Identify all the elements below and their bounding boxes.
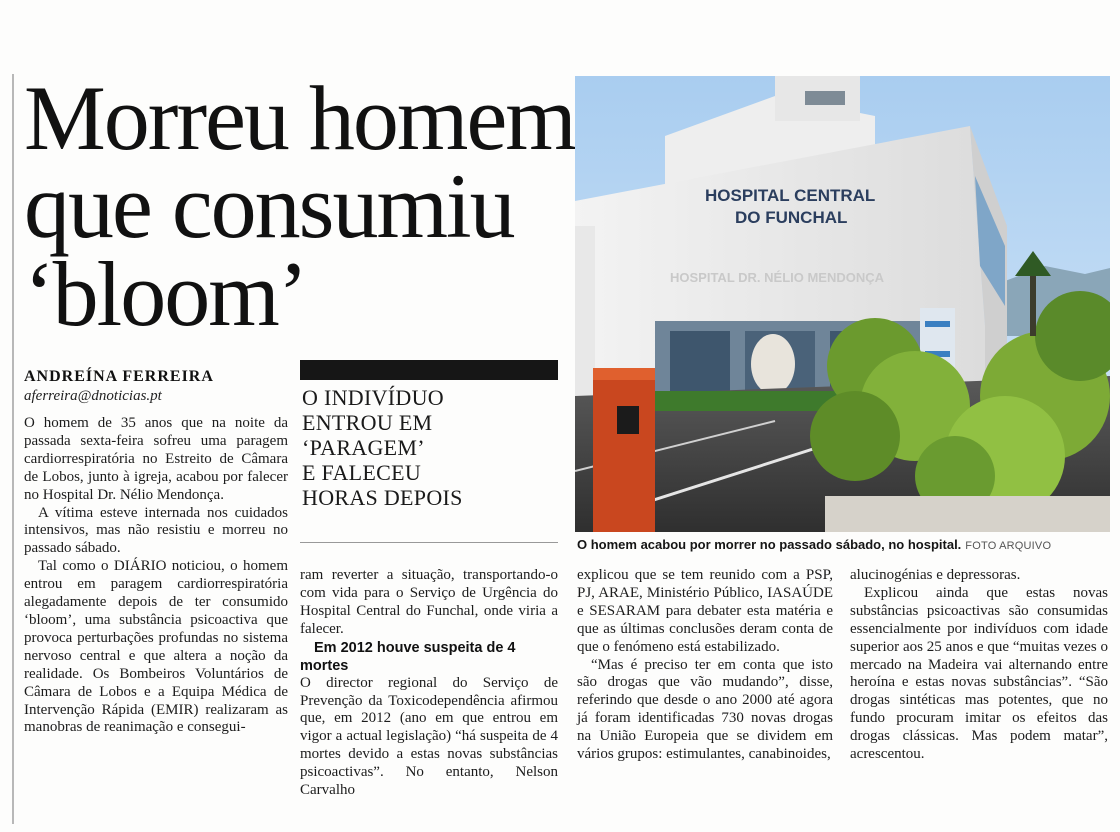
- paragraph: explicou que se tem reunido com a PSP, PJ, ARAE, Ministério Público, IASAÚDE e SESARAM para debater esta matéria e que as últimas conclusões deram conta de que o fenómeno está estabilizado.: [577, 567, 833, 655]
- headline-line-1: Morreu homem: [24, 67, 575, 169]
- author-name: ANDREÍNA FERREIRA: [24, 368, 214, 385]
- paragraph: ram reverter a situação, transportando-o com vida para o Serviço de Urgência do Hospital Central do Funchal, onde viria a falecer.: [300, 567, 558, 637]
- caption-text: O homem acabou por morrer no passado sábado, no hospital.: [577, 537, 962, 552]
- headline-line-3: ‘bloom’: [24, 243, 307, 345]
- pull-quote-line: HORAS DEPOIS: [302, 485, 463, 510]
- pull-quote-bar: [300, 360, 558, 380]
- pull-quote-line: ‘PARAGEM’: [302, 435, 425, 460]
- paragraph: O director regional do Serviço de Prevenção da Toxicodependência afirmou que, em 2012 (ano em que entrou em vigor a actual legislação) “há suspeita de 4 mortes devido a estas novas substâncias psicoactivas”. No entanto, Nelson Carvalho: [300, 674, 558, 799]
- paragraph: alucinogénias e depressoras.: [850, 567, 1021, 583]
- article-headline: [24, 67, 575, 345]
- margin-rule: [12, 74, 14, 824]
- pull-quote-rule: [300, 542, 558, 543]
- pull-quote-line: ENTROU EM: [302, 410, 433, 435]
- sign-line-2: DO FUNCHAL: [735, 208, 848, 227]
- paragraph: Explicou ainda que estas novas substâncias psicoactivas são consumidas essencialmente por indivíduos com idade superior aos 25 anos e que “muitas vezes o mercado na Madeira vai alternando entre heroína e estas novas substâncias”. “São drogas sintéticas mas potentes, que no fundo procuram imitar os efeitos das drogas clássicas. Mas podem matar”, acrescentou.: [850, 584, 1108, 763]
- hospital-photo-illustration: [575, 76, 1110, 532]
- body-column-4: [850, 567, 1108, 764]
- author-email[interactable]: aferreira@dnoticias.pt: [24, 388, 162, 404]
- section-subhead: Em 2012 houve suspeita de 4 mortes: [300, 639, 516, 674]
- body-column-2: [300, 567, 558, 800]
- sign-sub: HOSPITAL DR. NÉLIO MENDONÇA: [670, 270, 885, 285]
- pull-quote: [302, 385, 558, 510]
- paragraph: A vítima esteve internada nos cuidados intensivos, mas não resistiu e morreu no passado sábado.: [24, 504, 288, 557]
- pull-quote-line: E FALECEU: [302, 460, 422, 485]
- hospital-photo: [575, 76, 1110, 532]
- photo-credit: FOTO ARQUIVO: [965, 540, 1052, 552]
- body-column-1: [24, 415, 288, 737]
- paragraph: “Mas é preciso ter em conta que isto são drogas que vão mudando”, disse, referindo que desde o ano 2000 até agora já foram identificadas 730 novas drogas na União Europeia que se dividem em vários grupos: estimulantes, canabinoides,: [577, 656, 833, 763]
- sign-line-1: HOSPITAL CENTRAL: [705, 186, 876, 205]
- headline-line-2: que consumiu: [24, 155, 514, 257]
- paragraph: O homem de 35 anos que na noite da passada sexta-feira sofreu uma paragem cardiorrespiratória no Estreito de Câmara de Lobos, junto à igreja, acabou por falecer no Hospital Dr. Nélio Mendonça.: [24, 415, 288, 503]
- body-column-3: [577, 567, 833, 764]
- paragraph: Tal como o DIÁRIO noticiou, o homem entrou em paragem cardiorrespiratória alegadamente depois de ter consumido ‘bloom’, uma substância psicoactiva que provoca perturbações profundas no sistema nervoso central e que altera a noção da realidade. Os Bombeiros Voluntários de Câmara de Lobos e a Equipa Médica de Intervenção Rápida (EMIR) realizaram as manobras de reanimação e consegui-: [24, 558, 288, 736]
- photo-caption: [577, 537, 1117, 554]
- pull-quote-line: O INDIVÍDUO: [302, 385, 444, 410]
